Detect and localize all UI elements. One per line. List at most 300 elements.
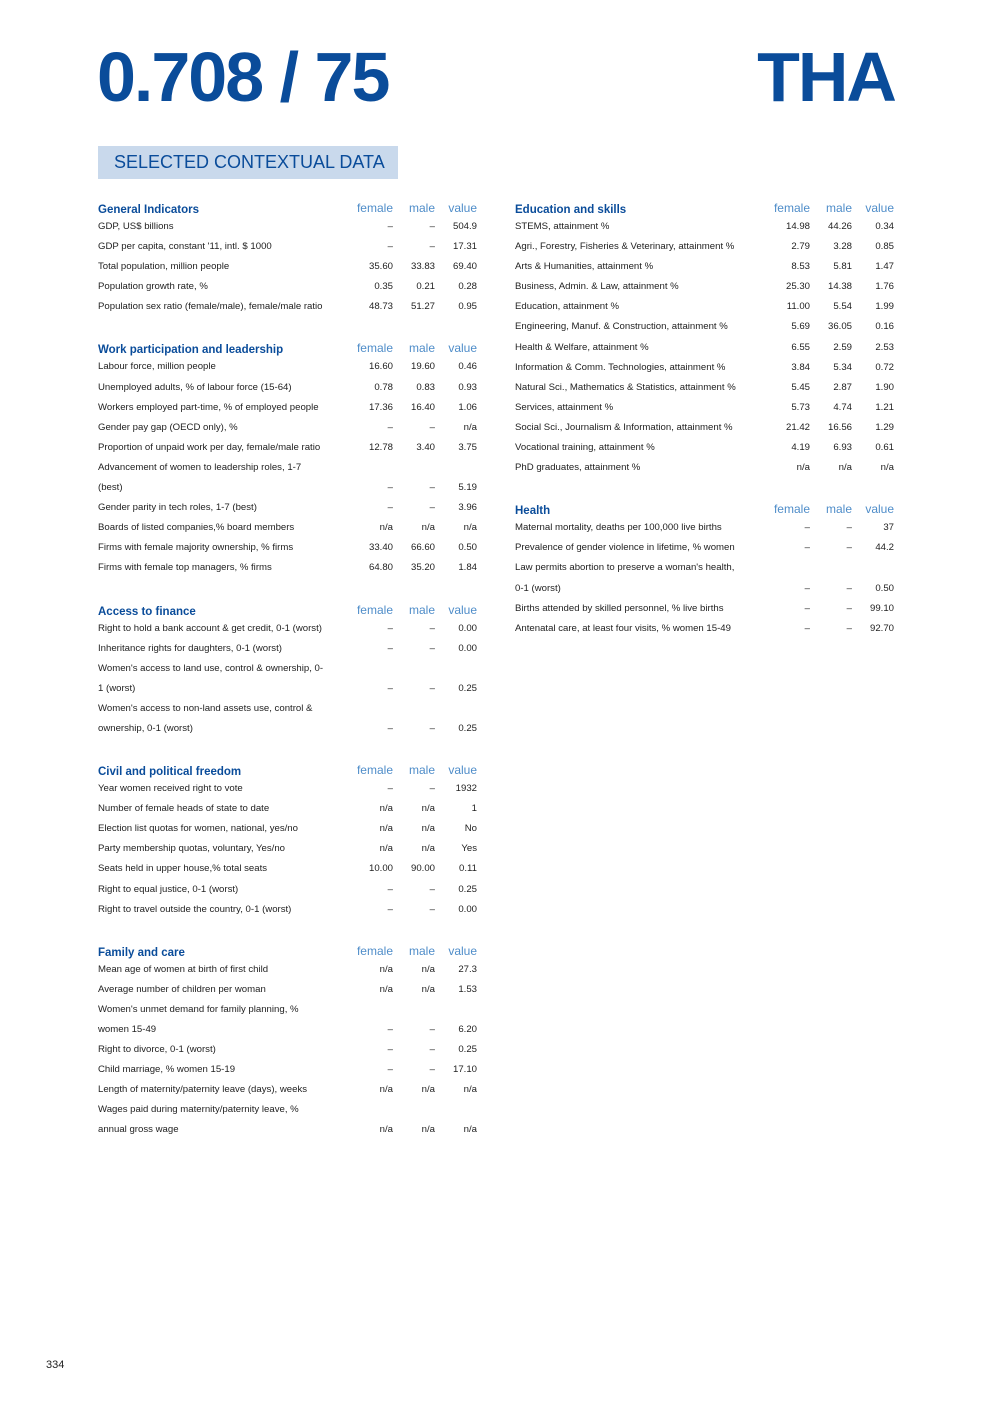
male-value [393,659,435,679]
section-family-and-care [98,940,477,1141]
male-value: n/a [838,462,852,474]
value-cell: 2.53 [875,341,894,353]
male-value: – [429,783,435,795]
female-value: – [387,482,393,494]
male-value: n/a [421,983,435,995]
table-row [98,478,477,498]
female-value: 0.35 [374,281,393,293]
table-row [98,1000,477,1020]
section-header [98,940,477,960]
value-cell: n/a [463,1124,477,1136]
value-cell: No [464,823,477,835]
row-label: Women's access to non-land assets use, control & [98,702,313,714]
female-value: – [387,903,393,915]
section-title: Civil and political freedom [98,766,242,779]
female-value: – [804,602,810,614]
male-value: – [429,1044,435,1056]
column-header-value: value [865,502,894,517]
value-cell: Yes [461,843,477,855]
row-label: Mean age of women at birth of first child [98,963,269,975]
female-value [345,1100,393,1120]
value-cell: 44.2 [875,542,894,554]
value-cell [435,699,477,719]
table-row [98,1040,477,1060]
row-label: Social Sci., Journalism & Information, attainment % [515,421,733,433]
table-row [98,880,477,900]
female-value: n/a [379,963,393,975]
value-cell: 0.00 [458,622,477,634]
row-label: Law permits abortion to preserve a woman's health, [515,562,735,574]
value-cell: n/a [463,1084,477,1096]
column-header-value: value [448,341,477,356]
row-label: Election list quotas for women, national, yes/no [98,823,298,835]
column-header-value: value [865,201,894,215]
male-value [393,458,435,478]
value-cell: 1932 [455,783,477,795]
table-row [98,398,477,418]
female-value: 25.30 [785,281,810,293]
row-label: Total population, million people [98,261,230,273]
value-cell: 0.85 [875,241,894,253]
table-row [515,599,894,619]
female-value: – [804,622,810,634]
male-value: – [429,482,435,494]
section-education-and-skills [515,197,894,478]
row-label: Antenatal care, at least four visits, % women 15-49 [515,622,731,634]
table-row [98,980,477,1000]
row-label: Right to travel outside the country, 0-1 (worst) [98,903,292,915]
row-label: Average number of children per woman [98,983,266,995]
table-row [98,719,477,739]
row-label: Gender parity in tech roles, 1-7 (best) [98,502,257,514]
table-row [98,257,477,277]
value-cell: 1.06 [458,401,477,413]
value-cell: 0.25 [458,883,477,895]
country-code: THA [757,38,895,116]
female-value [345,1000,393,1020]
row-label: Right to hold a bank account & get credit, 0-1 (worst) [98,622,322,634]
male-value: 0.83 [416,381,435,393]
male-value: 14.38 [827,281,852,293]
section-title: Access to finance [98,605,196,618]
male-value: – [429,241,435,253]
female-value: 8.53 [791,261,810,273]
table-row [98,1100,477,1120]
column-header-male: male [825,201,852,215]
column-header-female: female [356,602,393,617]
value-cell: 0.16 [875,321,894,333]
table-row [98,699,477,719]
table-row [98,558,477,578]
value-cell: 1.90 [875,381,894,393]
row-label: GDP per capita, constant '11, intl. $ 1000 [98,241,272,253]
value-cell: n/a [463,421,477,433]
row-label: Maternal mortality, deaths per 100,000 live births [515,522,722,534]
male-value: – [846,602,852,614]
value-cell: 0.50 [458,542,477,554]
female-value: 14.98 [785,221,810,232]
table-row [515,438,894,458]
table-row [98,518,477,538]
section-title: Family and care [98,946,185,959]
page-number: 334 [46,1359,65,1371]
section-title: Education and skills [515,204,627,216]
table-row [515,418,894,438]
section-access-to-finance [98,599,477,740]
row-label: Child marriage, % women 15-19 [98,1064,236,1076]
female-value: 21.42 [785,421,810,433]
table-row [98,357,477,377]
row-label: annual gross wage [98,1124,179,1136]
table-row [98,297,477,317]
female-value: 33.40 [368,542,393,554]
value-cell: 0.46 [458,361,477,373]
table-row [98,277,477,297]
male-value: 4.74 [833,401,852,413]
value-cell: 99.10 [869,602,894,614]
row-label: Gender pay gap (OECD only), % [98,421,238,433]
section-header [98,759,477,779]
value-cell: 37 [883,522,894,534]
column-header-value: value [448,763,477,778]
female-value: – [387,241,393,253]
row-label: Information & Comm. Technologies, attainment % [515,361,726,373]
table-row [515,257,894,277]
male-value: 3.40 [416,441,435,453]
male-value: – [429,903,435,915]
value-cell [852,558,894,578]
male-value: n/a [421,843,435,855]
table-row [98,639,477,659]
value-cell: 92.70 [869,622,894,634]
section-title: Health [515,505,551,518]
male-value: 2.59 [833,341,852,353]
table-row [515,458,894,478]
row-label: (best) [98,482,123,494]
row-label: Services, attainment % [515,401,614,413]
female-value: 64.80 [368,562,393,574]
section-header [98,337,477,357]
table-row [515,317,894,337]
male-value: n/a [421,1124,435,1136]
male-value: – [429,221,435,232]
male-value: – [429,1024,435,1035]
female-value: 0.78 [374,381,393,393]
table-row [98,839,477,859]
male-value: – [429,502,435,514]
section-header [515,498,894,518]
table-row [98,900,477,920]
female-value: – [387,221,393,232]
value-cell [435,458,477,478]
male-value: – [846,522,852,534]
table-row [515,378,894,398]
table-row [515,358,894,378]
female-value: 12.78 [368,441,393,453]
female-value: – [387,1064,393,1076]
column-header-value: value [448,602,477,617]
male-value: 5.54 [833,301,852,313]
female-value: – [804,582,810,594]
female-value: 5.69 [791,321,810,333]
row-label: ownership, 0-1 (worst) [98,722,193,734]
row-label: Proportion of unpaid work per day, female/male ratio [98,441,321,453]
row-label: Agri., Forestry, Fisheries & Veterinary, attainment % [515,241,735,253]
table-row [515,558,894,578]
row-label: GDP, US$ billions [98,221,174,232]
value-cell: 27.3 [458,963,477,975]
table-row [98,1060,477,1080]
male-value: 0.21 [416,281,435,293]
value-cell: 0.95 [458,301,477,313]
value-cell: 17.31 [452,241,477,253]
section-header [98,197,477,217]
value-cell: 0.00 [458,642,477,654]
female-value: – [804,522,810,534]
column-header-female: female [773,502,810,517]
table-row [98,960,477,980]
column-header-male: male [408,943,435,958]
row-label: Inheritance rights for daughters, 0-1 (worst) [98,642,282,654]
table-row [98,799,477,819]
value-cell: 0.11 [459,863,477,875]
row-label: Advancement of women to leadership roles, 1-7 [98,461,302,473]
table-row [515,398,894,418]
female-value: 10.00 [368,863,393,875]
row-label: Health & Welfare, attainment % [515,341,649,353]
female-value: n/a [379,843,393,855]
male-value: – [429,722,435,734]
table-row [515,538,894,558]
row-label: 1 (worst) [98,682,136,694]
male-value: 3.28 [833,241,852,253]
row-label: PhD graduates, attainment % [515,462,641,474]
female-value: n/a [379,823,393,835]
male-value: – [429,682,435,694]
table-row [98,859,477,879]
column-header-female: female [356,341,393,356]
table-row [515,579,894,599]
value-cell: 0.25 [458,722,477,734]
column-header-male: male [408,602,435,617]
female-value: n/a [379,803,393,815]
row-label: Year women received right to vote [98,783,243,795]
row-label: Natural Sci., Mathematics & Statistics, attainment % [515,381,736,393]
male-value: – [429,642,435,654]
female-value [345,659,393,679]
female-value: 11.00 [786,301,810,313]
female-value: – [387,1024,393,1035]
value-cell: 0.25 [458,682,477,694]
row-label: Right to divorce, 0-1 (worst) [98,1044,216,1056]
value-cell: n/a [463,522,477,534]
table-row [98,1120,477,1140]
male-value [393,699,435,719]
female-value: – [387,1044,393,1056]
female-value: – [387,682,393,694]
section-civil-and-political-freedom [98,759,477,920]
female-value: n/a [379,1084,393,1096]
value-cell: 1 [471,803,477,815]
table-row [98,1080,477,1100]
table-row [98,237,477,257]
section-header [515,197,894,217]
value-cell: 1.47 [875,261,894,273]
female-value: – [387,883,393,895]
male-value: 5.81 [833,261,852,273]
row-label: Population sex ratio (female/male), female/male ratio [98,301,323,313]
row-label: Arts & Humanities, attainment % [515,261,654,273]
female-value: – [387,502,393,514]
table-row [98,659,477,679]
female-value: 48.73 [368,301,393,313]
row-label: Boards of listed companies,% board members [98,522,295,534]
male-value: – [429,622,435,634]
male-value: – [846,622,852,634]
female-value: 2.79 [791,241,810,253]
male-value: 66.60 [410,542,435,554]
column-header-female: female [773,201,810,215]
female-value [345,699,393,719]
value-cell: 1.76 [875,281,894,293]
score-title: 0.708 / 75 [97,38,389,116]
value-cell: 1.84 [458,562,477,574]
value-cell: 0.72 [875,361,894,373]
column-header-female: female [356,943,393,958]
table-row [98,819,477,839]
female-value: – [387,622,393,634]
value-cell: 5.19 [458,482,477,494]
table-row [98,418,477,438]
row-label: Vocational training, attainment % [515,442,655,454]
row-label: Prevalence of gender violence in lifetime, % women [515,542,735,554]
male-value: – [846,582,852,594]
section-general-indicators [98,197,477,317]
male-value: 44.26 [827,221,852,232]
female-value: 5.45 [791,381,810,393]
table-row [515,237,894,257]
female-value: n/a [796,462,810,474]
value-cell: 3.96 [458,502,477,514]
row-label: Length of maternity/paternity leave (days), weeks [98,1084,308,1096]
value-cell: 1.99 [875,301,894,313]
value-cell [435,659,477,679]
column-header-value: value [448,201,477,215]
female-value: 5.73 [791,401,810,413]
table-row [98,538,477,558]
row-label: Education, attainment % [515,301,619,313]
male-value: 6.93 [833,442,852,454]
section-banner: SELECTED CONTEXTUAL DATA [98,146,398,179]
female-value: – [387,722,393,734]
row-label: Firms with female majority ownership, % firms [98,542,294,554]
male-value: – [846,542,852,554]
male-value: 16.56 [827,421,852,433]
female-value: n/a [379,983,393,995]
row-label: Births attended by skilled personnel, % live births [515,602,724,614]
value-cell: 0.34 [875,221,894,232]
row-label: Right to equal justice, 0-1 (worst) [98,883,239,895]
table-row [515,217,894,237]
section-health [515,498,894,639]
value-cell: 0.61 [875,442,894,454]
male-value: 90.00 [410,863,435,875]
value-cell: 69.40 [452,261,477,273]
value-cell: 0.93 [458,381,477,393]
row-label: Business, Admin. & Law, attainment % [515,281,679,293]
male-value: 51.27 [410,301,435,313]
female-value: n/a [379,522,393,534]
value-cell: 0.25 [458,1044,477,1056]
row-label: Labour force, million people [98,361,216,373]
value-cell: 0.28 [458,281,477,293]
male-value [393,1100,435,1120]
female-value: – [387,783,393,795]
row-label: Workers employed part-time, % of employed people [98,401,319,413]
value-cell: 1.29 [875,421,894,433]
table-row [98,779,477,799]
table-row [98,619,477,639]
column-header-female: female [356,763,393,778]
row-label: Firms with female top managers, % firms [98,562,272,574]
female-value [762,558,810,578]
male-value: 33.83 [410,261,435,273]
table-row [515,297,894,317]
table-row [515,277,894,297]
female-value: 3.84 [791,361,810,373]
male-value: 5.34 [833,361,852,373]
value-cell: 17.10 [452,1064,477,1076]
value-cell [435,1100,477,1120]
column-header-male: male [408,201,435,215]
value-cell: 0.00 [458,903,477,915]
female-value: 35.60 [368,261,393,273]
male-value: 19.60 [410,361,435,373]
male-value [393,1000,435,1020]
female-value: – [387,642,393,654]
male-value: n/a [421,823,435,835]
male-value: 35.20 [410,562,435,574]
table-row [98,217,477,237]
row-label: Unemployed adults, % of labour force (15-64) [98,381,292,393]
row-label: 0-1 (worst) [515,582,561,594]
value-cell: 1.21 [875,401,894,413]
column-header-male: male [408,341,435,356]
section-title: General Indicators [98,204,199,216]
value-cell: 1.53 [458,983,477,995]
female-value: – [387,421,393,433]
value-cell: 3.75 [458,441,477,453]
section-header [98,599,477,619]
table-row [515,619,894,639]
value-cell: 504.9 [452,221,477,232]
male-value: 36.05 [827,321,852,333]
male-value: – [429,1064,435,1076]
row-label: women 15-49 [98,1024,157,1035]
row-label: Population growth rate, % [98,281,208,293]
section-title: Work participation and leadership [98,344,284,357]
value-cell: 0.50 [875,582,894,594]
table-row [98,438,477,458]
table-row [515,518,894,538]
value-cell [435,1000,477,1020]
male-value: n/a [421,522,435,534]
value-cell: n/a [880,462,894,474]
female-value [345,458,393,478]
section-work-participation-and-leadership [98,337,477,578]
male-value [810,558,852,578]
table-row [98,498,477,518]
